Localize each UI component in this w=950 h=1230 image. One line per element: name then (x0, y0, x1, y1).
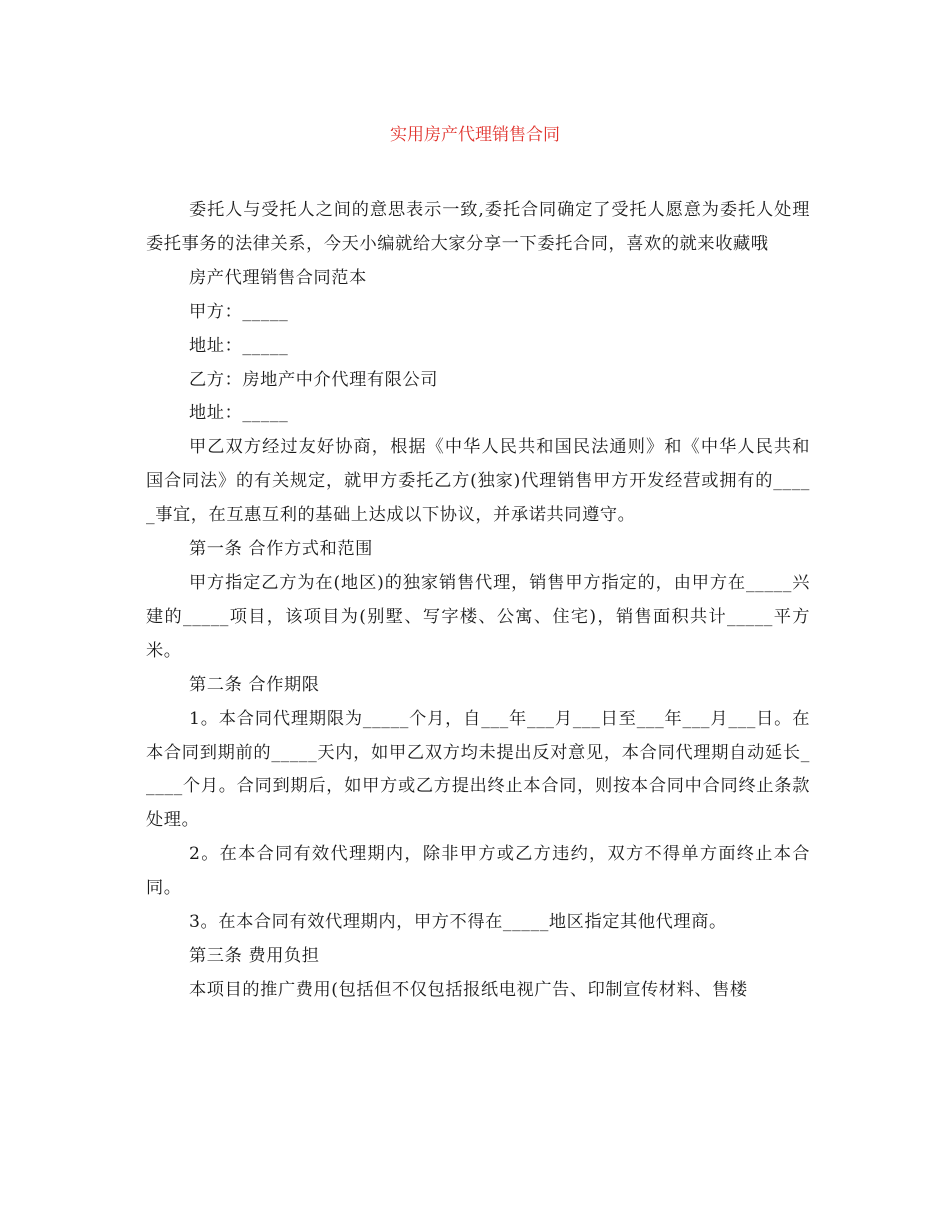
document-body (146, 194, 810, 1008)
paragraph-preamble: 甲乙双方经过友好协商，根据《中华人民共和国民法通则》和《中华人民共和国合同法》的有关规定，就甲方委托乙方(独家)代理销售甲方开发经营或拥有的_____事宜，在互惠互利的基础上达成以下协议，并承诺共同遵守。 (146, 437, 810, 526)
paragraph-party-a-address: 地址：_____ (189, 335, 289, 356)
paragraph-intro: 委托人与受托人之间的意思表示一致,委托合同确定了受托人愿意为委托人处理委托事务的法律关系，今天小编就给大家分享一下委托合同，喜欢的就来收藏哦 (146, 200, 810, 254)
document-title: 实用房产代理销售合同 (390, 125, 560, 145)
article-3-body: 本项目的推广费用(包括但不仅包括报纸电视广告、印制宣传材料、售楼 (189, 979, 748, 1000)
paragraph-party-a: 甲方：_____ (189, 301, 289, 322)
article-2-heading: 第二条 合作期限 (189, 674, 320, 695)
article-3-heading: 第三条 费用负担 (189, 945, 320, 966)
article-1-heading: 第一条 合作方式和范围 (189, 539, 373, 560)
paragraph-party-b-address: 地址：_____ (189, 403, 289, 424)
article-2-clause-1: 1。本合同代理期限为_____个月，自___年___月___日至___年___月___日。在本合同到期前的_____天内，如甲乙双方均未提出反对意见，本合同代理期自动延长_____个月。合同到期后，如甲方或乙方提出终止本合同，则按本合同中合同终止条款处理。 (146, 708, 810, 831)
article-2-clause-2: 2。在本合同有效代理期内，除非甲方或乙方违约，双方不得单方面终止本合同。 (146, 844, 810, 899)
paragraph-template-heading: 房产代理销售合同范本 (189, 267, 367, 288)
article-2-clause-3: 3。在本合同有效代理期内，甲方不得在_____地区指定其他代理商。 (189, 912, 727, 933)
article-1-body: 甲方指定乙方为在(地区)的独家销售代理，销售甲方指定的，由甲方在_____兴建的_____项目，该项目为(别墅、写字楼、公寓、住宅)，销售面积共计_____平方米。 (146, 572, 810, 661)
paragraph-party-b: 乙方：房地产中介代理有限公司 (189, 369, 439, 390)
